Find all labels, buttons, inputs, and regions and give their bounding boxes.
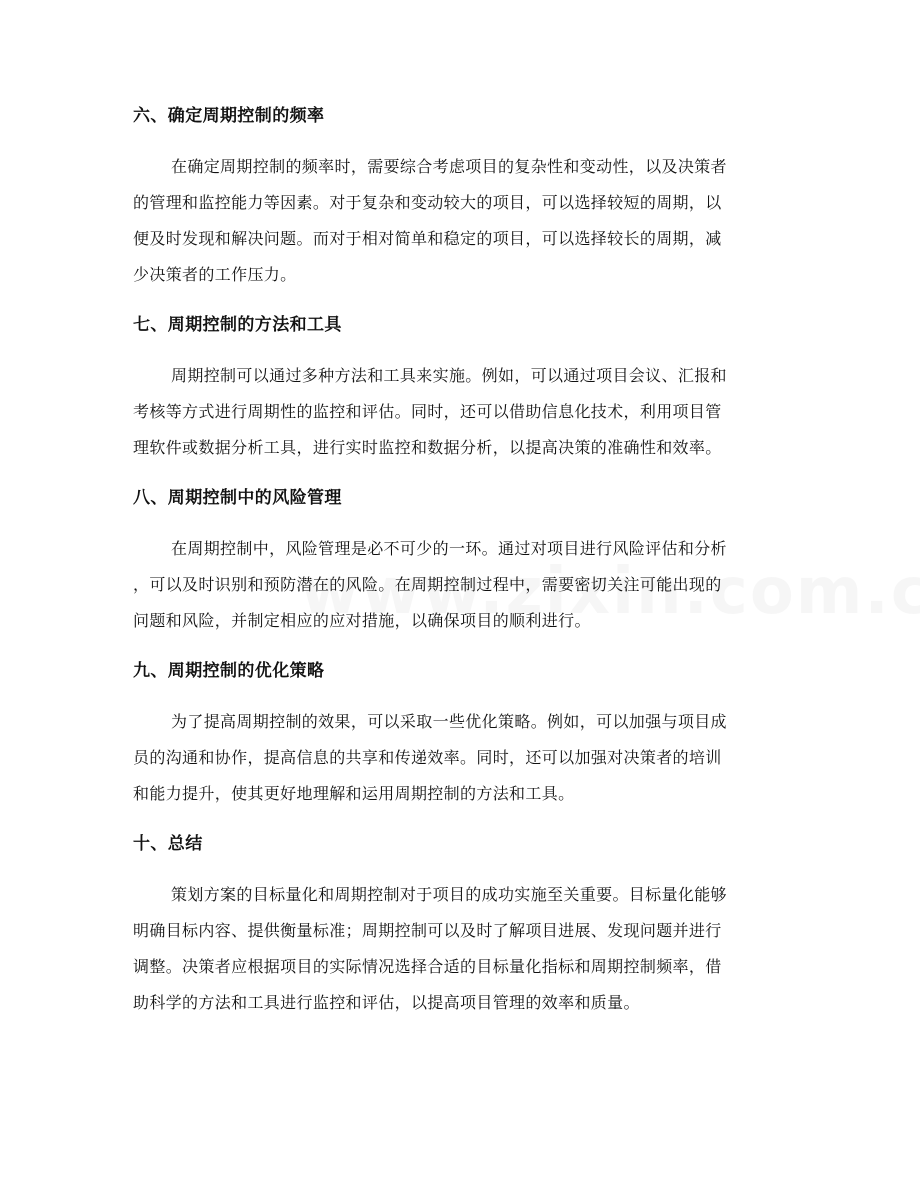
paragraph-line: 便及时发现和解决问题。而对于相对简单和稳定的项目，可以选择较长的周期，减 [133, 229, 722, 248]
paragraph-line: 策划方案的目标量化和周期控制对于项目的成功实施至关重要。目标量化能够 [171, 885, 727, 904]
section-heading: 九、周期控制的优化策略 [133, 661, 325, 681]
paragraph-line: 调整。决策者应根据项目的实际情况选择合适的目标量化指标和周期控制频率，借 [133, 957, 722, 976]
section-paragraph [133, 704, 793, 812]
paragraph-line: 问题和风险，并制定相应的应对措施，以确保项目的顺利进行。 [133, 611, 591, 630]
section-paragraph [133, 149, 793, 293]
section-9 [133, 659, 793, 812]
paragraph-line: 考核等方式进行周期性的监控和评估。同时，还可以借助信息化技术，利用项目管 [133, 402, 722, 421]
paragraph-line: 为了提高周期控制的效果，可以采取一些优化策略。例如，可以加强与项目成 [171, 712, 727, 731]
paragraph-line: 助科学的方法和工具进行监控和评估，以提高项目管理的效率和质量。 [133, 993, 640, 1012]
section-heading: 八、周期控制中的风险管理 [133, 488, 342, 508]
section-paragraph [133, 877, 793, 1021]
section-8 [133, 486, 793, 639]
paragraph-line: 在周期控制中，风险管理是必不可少的一环。通过对项目进行风险评估和分析 [171, 539, 727, 558]
section-paragraph [133, 358, 793, 466]
paragraph-line: 和能力提升，使其更好地理解和运用周期控制的方法和工具。 [133, 784, 575, 803]
section-heading: 十、总结 [133, 834, 203, 854]
section-6 [133, 104, 793, 293]
section-7 [133, 313, 793, 466]
section-heading: 七、周期控制的方法和工具 [133, 315, 342, 335]
paragraph-line: 的管理和监控能力等因素。对于复杂和变动较大的项目，可以选择较短的周期，以 [133, 193, 722, 212]
document-body [133, 104, 793, 1041]
section-heading: 六、确定周期控制的频率 [133, 106, 325, 126]
paragraph-line: 明确目标内容、提供衡量标准；周期控制可以及时了解项目进展、发现问题并进行 [133, 921, 722, 940]
paragraph-line: 周期控制可以通过多种方法和工具来实施。例如，可以通过项目会议、汇报和 [171, 366, 727, 385]
paragraph-line: 员的沟通和协作，提高信息的共享和传递效率。同时，还可以加强对决策者的培训 [133, 748, 722, 767]
section-10 [133, 832, 793, 1021]
paragraph-line: ，可以及时识别和预防潜在的风险。在周期控制过程中，需要密切关注可能出现的 [133, 575, 722, 594]
paragraph-line: 少决策者的工作压力。 [133, 265, 297, 284]
paragraph-line: 理软件或数据分析工具，进行实时监控和数据分析，以提高决策的准确性和效率。 [133, 438, 722, 457]
section-paragraph [133, 531, 793, 639]
paragraph-line: 在确定周期控制的频率时，需要综合考虑项目的复杂性和变动性，以及决策者 [171, 157, 727, 176]
